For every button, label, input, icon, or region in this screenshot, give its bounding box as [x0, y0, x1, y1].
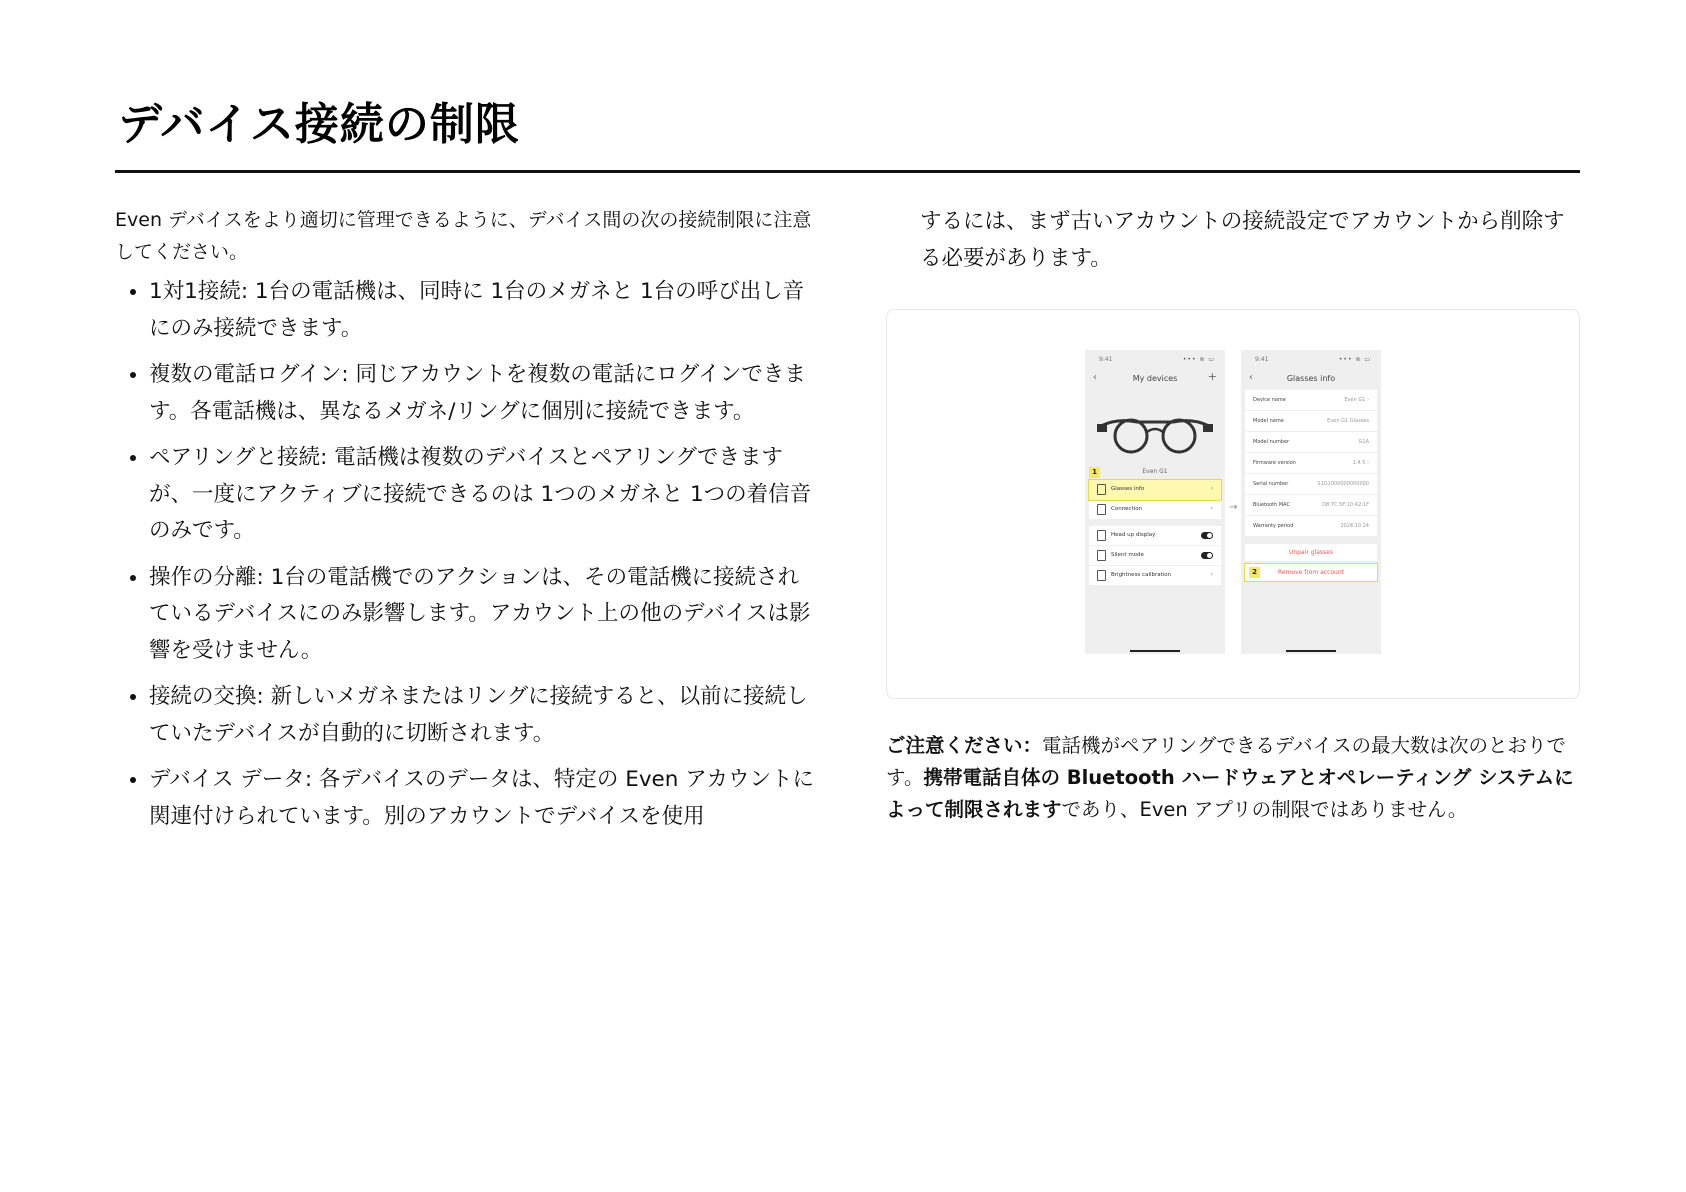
info-row — [1245, 390, 1377, 411]
info-key: Bluetooth MAC — [1253, 502, 1290, 508]
note-lead: ご注意ください： — [886, 734, 1043, 757]
info-value: D8:7C:5F:10:A2:1F — [1322, 502, 1369, 508]
row-label: Brightness calibration — [1111, 572, 1172, 578]
title-divider — [115, 170, 1580, 173]
info-value: Even G1 Glasses — [1327, 418, 1369, 424]
info-row — [1245, 453, 1377, 474]
info-value: S1G1000000000000 — [1317, 481, 1369, 487]
row-label: Head up display — [1111, 532, 1156, 538]
phone-my-devices — [1085, 350, 1225, 654]
unpair-button: Unpair glasses — [1245, 544, 1377, 561]
status-icons: ••• ≋ ▭ — [1182, 356, 1215, 363]
connection-row — [1089, 500, 1221, 520]
info-row — [1245, 474, 1377, 495]
arrow-right-icon: → — [1229, 502, 1238, 513]
toggle-row — [1089, 546, 1221, 566]
link-icon — [1097, 504, 1106, 515]
list-item: • デバイス データ: 各デバイスのデータは、特定の Even アカウントに関連付けられています。別のアカウントでデバイスを使用 — [149, 762, 815, 835]
note-text: 電話機がペアリングできるデバイスの最大数は次のとおりです。 — [886, 734, 1566, 789]
step-marker-2: 2 — [1249, 567, 1260, 578]
display-icon — [1097, 530, 1106, 541]
list-item: • 1対1接続: 1台の電話機は、同時に 1台のメガネと 1台の呼び出し音にのみ接続できます。 — [149, 274, 815, 347]
info-card — [1245, 390, 1377, 537]
chevron-right-icon: › — [1210, 485, 1213, 492]
home-indicator — [1286, 650, 1336, 652]
glasses-info-row — [1089, 480, 1221, 500]
glasses-icon — [1097, 484, 1106, 495]
status-time: 9:41 — [1099, 356, 1113, 363]
info-value: G1A — [1358, 439, 1369, 445]
row-label: Connection — [1111, 506, 1143, 512]
info-key: Model number — [1253, 439, 1290, 445]
note-text: であり、Even アプリの制限ではありません。 — [1061, 798, 1468, 821]
phone-glasses-info — [1241, 350, 1381, 654]
app-screenshot-figure — [886, 309, 1580, 699]
note-emphasis: 携帯電話自体の Bluetooth ハードウェアとオペレーティング システムによって制限されます — [886, 766, 1574, 821]
info-row — [1245, 516, 1377, 537]
intro-paragraph: Even デバイスをより適切に管理できるように、デバイス間の次の接続制限に注意してください。 — [115, 209, 812, 263]
glasses-image — [1097, 408, 1213, 458]
back-icon: ‹ — [1093, 372, 1097, 383]
status-icons: ••• ≋ ▭ — [1338, 356, 1371, 363]
page-title: デバイス接続の制限 — [118, 99, 520, 150]
list-item: • 接続の交換: 新しいメガネまたはリングに接続すると、以前に接続していたデバイスが自動的に切断されます。 — [149, 679, 815, 752]
silent-icon — [1097, 550, 1106, 561]
info-key: Warranty period — [1253, 523, 1294, 529]
device-menu-card — [1089, 480, 1221, 520]
list-item: • 複数の電話ログイン: 同じアカウントを複数の電話にログインできます。各電話機は、異なるメガネ/リングに個別に接続できます。 — [149, 357, 815, 430]
limits-list — [115, 274, 815, 835]
right-column — [886, 204, 1576, 277]
list-item: • 操作の分離: 1台の電話機でのアクションは、その電話機に接続されているデバイスにのみ影響します。アカウント上の他のデバイスは影響を受けません。 — [149, 560, 815, 670]
toggle-switch — [1201, 532, 1213, 539]
info-key: Firmware version — [1253, 460, 1296, 466]
info-key: Serial number — [1253, 481, 1289, 487]
info-value: 1.4.5 › — [1352, 460, 1369, 466]
screen-title: My devices — [1132, 374, 1178, 383]
toggle-switch — [1201, 552, 1213, 559]
info-row — [1245, 495, 1377, 516]
info-key: Device name — [1253, 397, 1286, 403]
list-item: • ペアリングと接続: 電話機は複数のデバイスとペアリングできますが、一度にアクティブに接続できるのは 1つのメガネと 1つの着信音のみです。 — [149, 440, 815, 550]
info-value: 2024.10.24 — [1340, 523, 1369, 529]
chevron-right-icon: › — [1210, 571, 1213, 578]
info-key: Model name — [1253, 418, 1284, 424]
row-label: Glasses info — [1111, 486, 1145, 492]
left-column — [115, 204, 815, 845]
info-row — [1245, 411, 1377, 432]
device-name: Even G1 — [1142, 468, 1168, 475]
home-indicator — [1130, 650, 1180, 652]
add-icon: + — [1207, 370, 1217, 383]
status-time: 9:41 — [1255, 356, 1269, 363]
step-marker-1: 1 — [1089, 467, 1100, 478]
info-value: Even G1 › — [1344, 397, 1369, 403]
brightness-icon — [1097, 570, 1106, 581]
brightness-row — [1089, 566, 1221, 586]
settings-card — [1089, 526, 1221, 586]
info-row — [1245, 432, 1377, 453]
list-item-continuation: するには、まず古いアカウントの接続設定でアカウントから削除する必要があります。 — [920, 209, 1565, 271]
screen-title: Glasses info — [1286, 374, 1336, 383]
chevron-right-icon: › — [1210, 505, 1213, 512]
note-paragraph — [886, 730, 1586, 826]
remove-from-account-button: Remove from account — [1245, 564, 1377, 581]
back-icon: ‹ — [1249, 372, 1253, 383]
row-label: Silent mode — [1111, 552, 1144, 558]
toggle-row — [1089, 526, 1221, 546]
